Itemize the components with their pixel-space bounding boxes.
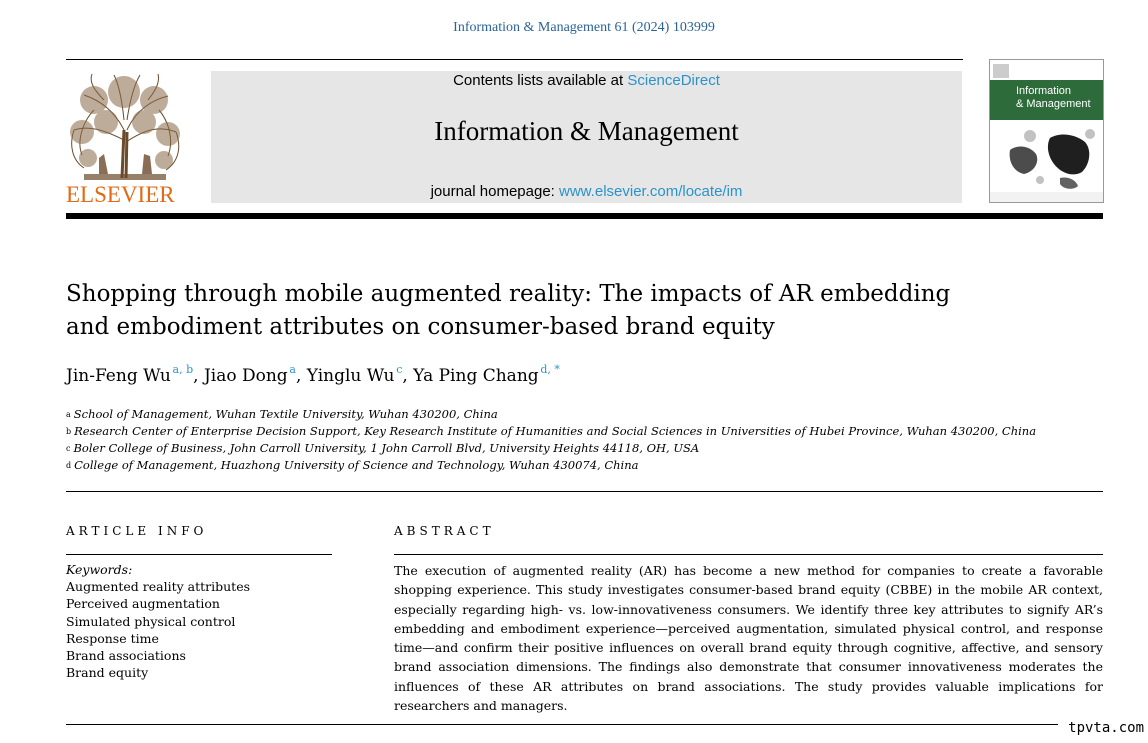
affiliation-text: School of Management, Wuhan Textile University, Wuhan 430200, China: [73, 407, 498, 421]
article-info-heading: ARTICLE INFO: [66, 524, 208, 538]
keywords-block: [66, 561, 250, 681]
article-info-rule: [66, 554, 332, 555]
abstract-heading: ABSTRACT: [394, 524, 495, 538]
cover-title: [1016, 85, 1091, 111]
header-thick-rule: [66, 213, 1103, 219]
homepage-link[interactable]: www.elsevier.com/locate/im: [559, 183, 743, 200]
cover-title-line1: Information: [1016, 85, 1072, 97]
watermark: tpvta.com: [1058, 717, 1148, 739]
author-list: [66, 363, 560, 386]
homepage-prefix: journal homepage:: [430, 183, 560, 200]
author-name[interactable]: Yinglu Wu: [306, 366, 395, 386]
cover-artwork: [990, 60, 1104, 203]
affiliation-mark: c: [66, 444, 71, 453]
author-separator: ,: [193, 366, 204, 386]
keyword-item: Brand associations: [66, 648, 186, 664]
keyword-item: Perceived augmentation: [66, 596, 220, 612]
abstract-text: The execution of augmented reality (AR) has become a new method for companies to create a favorable shopping experience. This study investigates consumer-based brand equity (CBBE) in the mobile AR context, especially regarding high- vs. low-innovativeness consumers. We identify three key attributes to signify AR’s embedding and embodiment experience—perceived augmentation, simulated physical control, and response time—and confirm their positive influences on overall brand equity through cognitive, affective, and sensory brand association dimensions. The findings also demonstrate that consumer innovativeness moderates the influences of these AR attributes on brand associations. The study provides valuable implications for researchers and managers.: [394, 563, 1103, 714]
journal-cover-image[interactable]: [989, 59, 1104, 203]
affiliation-text: Research Center of Enterprise Decision Support, Key Research Institute of Humanities and Social Sciences in Universities of Hubei Province, Wuhan 430200, China: [74, 424, 1037, 438]
affiliation-mark: d: [66, 461, 72, 470]
cover-title-line2: & Management: [1016, 98, 1091, 110]
sciencedirect-link[interactable]: ScienceDirect: [627, 72, 720, 89]
author-separator: ,: [402, 366, 414, 386]
header-top-rule: [66, 59, 963, 60]
affiliation-mark: a: [66, 410, 71, 419]
author-name[interactable]: Jin-Feng Wu: [66, 366, 171, 386]
affiliation-text: College of Management, Huazhong University of Science and Technology, Wuhan 430074, China: [74, 458, 639, 472]
keywords-label: Keywords:: [66, 562, 133, 577]
keyword-item: Brand equity: [66, 665, 149, 681]
article-title-line2: and embodiment attributes on consumer-based brand equity: [66, 314, 775, 340]
section-divider: [66, 491, 1103, 492]
article-title-line1: Shopping through mobile augmented reality: The impacts of AR embedding: [66, 281, 951, 307]
author-separator: ,: [295, 366, 307, 386]
citation-link[interactable]: Information & Management 61 (2024) 103999: [453, 20, 715, 35]
keyword-item: Response time: [66, 630, 159, 646]
affiliation-list: [66, 406, 1036, 474]
affiliation-text: Boler College of Business, John Carroll University, 1 John Carroll Blvd, University Heights 44118, OH, USA: [73, 441, 700, 455]
elsevier-wordmark[interactable]: ELSEVIER: [66, 182, 175, 207]
author-affiliation-marker[interactable]: a: [289, 363, 296, 376]
contents-line: [211, 72, 962, 89]
abstract-rule: [394, 554, 1103, 555]
bottom-rule: [66, 724, 1103, 725]
author-name[interactable]: Ya Ping Chang: [413, 366, 539, 386]
author-affiliation-marker[interactable]: d, *: [540, 363, 560, 376]
homepage-line: [211, 183, 962, 200]
keyword-item: Augmented reality attributes: [66, 579, 251, 595]
affiliation-item: [66, 457, 1036, 474]
affiliation-item: [66, 406, 1036, 423]
journal-title: Information & Management: [434, 116, 739, 146]
author-name[interactable]: Jiao Dong: [203, 366, 288, 386]
contents-prefix: Contents lists available at: [453, 72, 628, 89]
article-title: [66, 278, 1006, 344]
affiliation-item: [66, 440, 1036, 457]
affiliation-mark: b: [66, 427, 72, 436]
keyword-item: Simulated physical control: [66, 613, 236, 629]
affiliation-item: [66, 423, 1036, 440]
author-affiliation-marker[interactable]: c: [396, 363, 403, 376]
journal-citation[interactable]: [0, 20, 1148, 36]
author-affiliation-marker[interactable]: a, b: [172, 363, 194, 376]
